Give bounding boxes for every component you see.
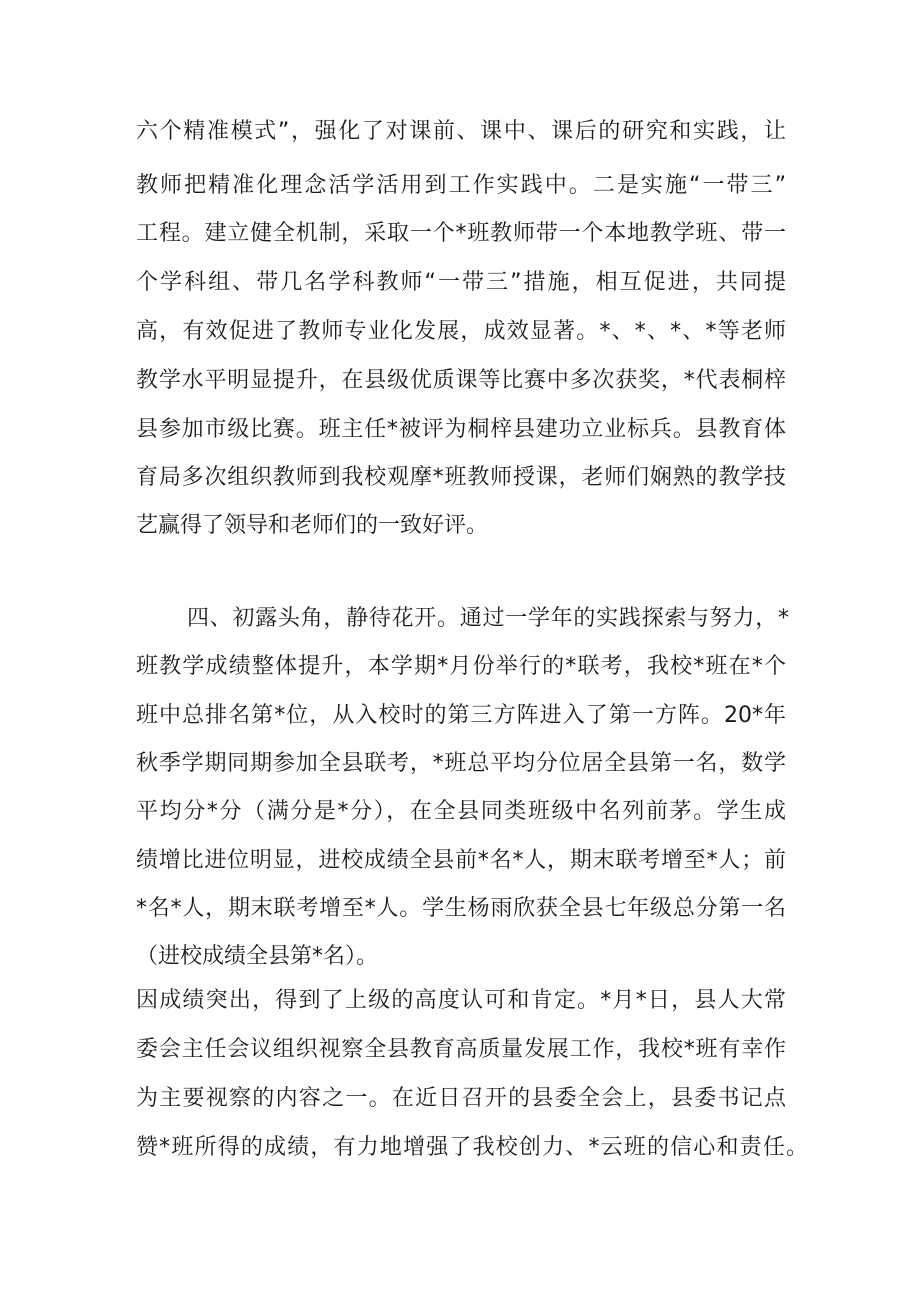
text-line: 个学科组、带几名学科教师“一带三”措施，相互促进，共同提 xyxy=(136,270,786,295)
text-line: 委会主任会议组织视察全县教育高质量发展工作，我校*班有幸作 xyxy=(136,1037,786,1062)
text-line: 平均分*分（满分是*分），在全县同类班级中名列前茅。学生成 xyxy=(136,799,786,824)
text-line: 教师把精准化理念活学活用到工作实践中。二是实施“一带三” xyxy=(136,173,786,198)
text-line: 育局多次组织教师到我校观摩*班教师授课，老师们娴熟的教学技 xyxy=(136,465,786,490)
text-line: 县参加市级比赛。班主任*被评为桐梓县建功立业标兵。县教育体 xyxy=(136,417,786,442)
text-line: 因成绩突出，得到了上级的高度认可和肯定。*月*日，县人大常 xyxy=(136,988,786,1013)
text-line: 绩增比进位明显，进校成绩全县前*名*人，期末联考增至*人；前 xyxy=(136,848,786,873)
text-line: 秋季学期同期参加全县联考，*班总平均分位居全县第一名，数学 xyxy=(136,751,786,776)
text-line: *名*人，期末联考增至*人。学生杨雨欣获全县七年级总分第一名 xyxy=(136,896,786,921)
text-line: 四、初露头角，静待花开。通过一学年的实践探索与努力，* xyxy=(187,606,789,631)
text-line: 高，有效促进了教师专业化发展，成效显著。*、*、*、*等老师 xyxy=(136,319,786,344)
text-line: 工程。建立健全机制，采取一个*班教师带一个本地教学班、带一 xyxy=(136,221,786,246)
text-line: 教学水平明显提升，在县级优质课等比赛中多次获奖，*代表桐梓 xyxy=(136,368,786,393)
text-line: 为主要视察的内容之一。在近日召开的县委全会上，县委书记点 xyxy=(136,1086,786,1111)
text-line: 艺赢得了领导和老师们的一致好评。 xyxy=(136,513,489,538)
text-line: 赞*班所得的成绩，有力地增强了我校创力、*云班的信心和责任。 xyxy=(136,1135,808,1160)
text-line: 六个精准模式”，强化了对课前、课中、课后的研究和实践，让 xyxy=(136,119,786,144)
text-line: 班中总排名第*位，从入校时的第三方阵进入了第一方阵。20*年 xyxy=(136,703,786,728)
text-line: 班教学成绩整体提升，本学期*月份举行的*联考，我校*班在*个 xyxy=(136,654,786,679)
text-line: （进校成绩全县第*名）。 xyxy=(136,944,379,969)
